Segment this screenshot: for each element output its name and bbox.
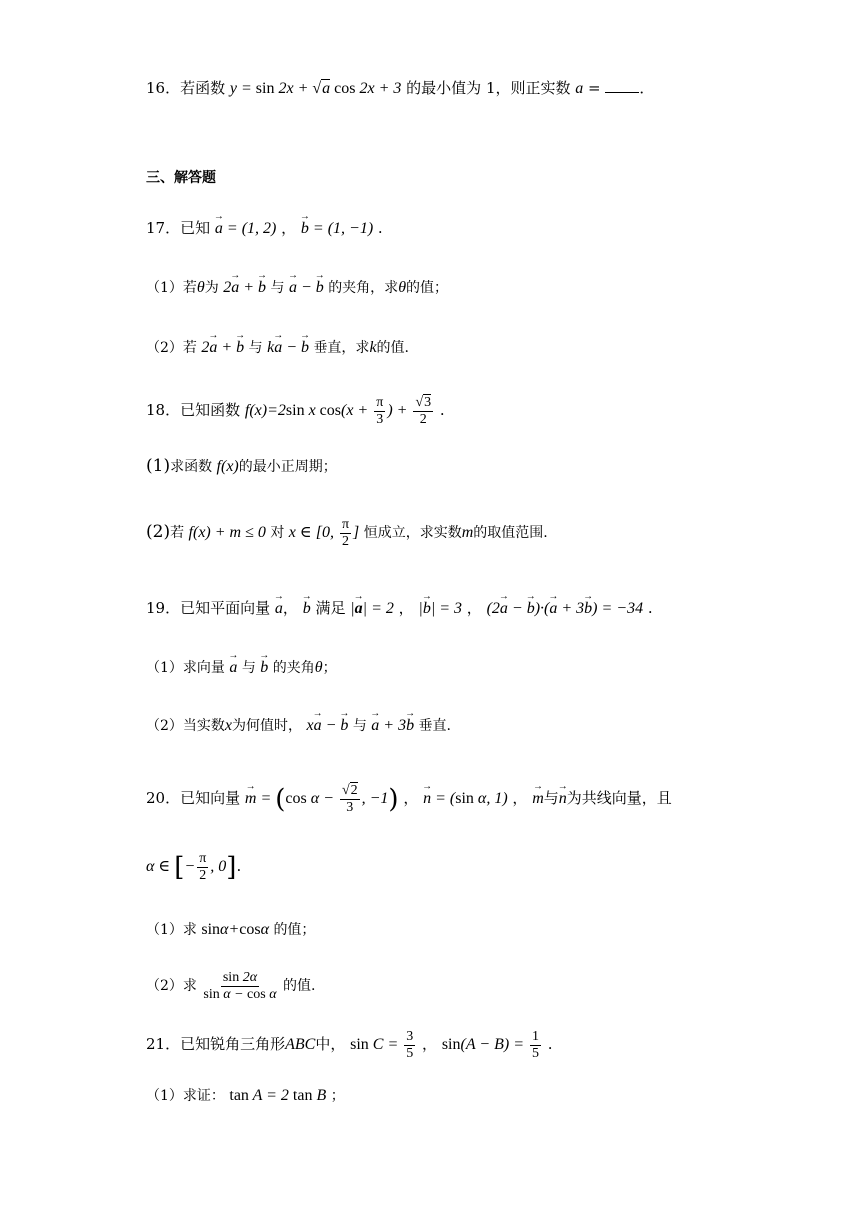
question-21-part-1: （1）求证： tan A = 2 tan B ；: [146, 1087, 345, 1104]
answer-blank: [605, 79, 639, 93]
question-18-part-2: (2)若 f(x) + m ≤ 0 对 x ∈ [0, $\frac{\pi}{2}$ ] 恒成立，求实数m的取值范围.: [146, 516, 548, 549]
section-heading: 三、解答题: [146, 170, 216, 186]
question-16: 16．若函数 y = sin 2x + √a cos 2x + 3 的最小值为 1，则正实数 a = ．: [146, 79, 655, 97]
question-17-part-1: （1）若θ为 2→ a + → b 与 → a − → b 的夹角，求θ的值；: [146, 278, 448, 298]
question-18: 18．已知函数 f(x)=2sin x cos(x + $\frac{\pi}{3}$ ) + $\frac{√3}{2}$ .: [146, 394, 445, 427]
formula: y = sin 2x + √a cos 2x + 3: [229, 80, 402, 97]
question-20-domain: α ∈ [− $\frac{\pi}{2}$ , 0].: [146, 850, 242, 883]
question-19-part-2: （2）当实数x为何值时， x→ a − → b 与 → a + 3→ b 垂直.: [146, 716, 451, 736]
question-19: 19．已知平面向量 → a， → b 满足 |→ a| = 2 ， |→ b| = 3 ， (2→ a − → b)·(→ a + 3→ b) = −34 .: [146, 598, 653, 619]
question-21: 21．已知锐角三角形ABC中， sin C = $\frac{3}{5}$ ， sin(A − B) = $\frac{1}{5}$ .: [146, 1028, 553, 1061]
question-20: 20．已知向量 → m = (cos α − $\frac{√2}{3}$ , −1) ， → n = (sin α, 1) ， → m与→ n为共线向量，且: [146, 776, 672, 821]
question-19-part-1: （1）求向量 → a 与 → b 的夹角θ；: [146, 658, 337, 678]
question-20-part-1: （1）求 sinα+cosα 的值；: [146, 921, 316, 938]
question-17: 17．已知 → a = (1, 2) ， → b = (1, −1) .: [146, 218, 383, 239]
question-17-part-2: （2）若 2→ a + → b 与 k→ a − → b 垂直，求k的值.: [146, 338, 409, 358]
question-number: 16．: [146, 79, 181, 97]
question-20-part-2: （2）求 $\frac{\sin 2\alpha}{\text{sin α − cos α}}$ 的值.: [146, 969, 316, 1002]
question-18-part-1: (1)求函数 f(x)的最小正周期；: [146, 456, 337, 476]
